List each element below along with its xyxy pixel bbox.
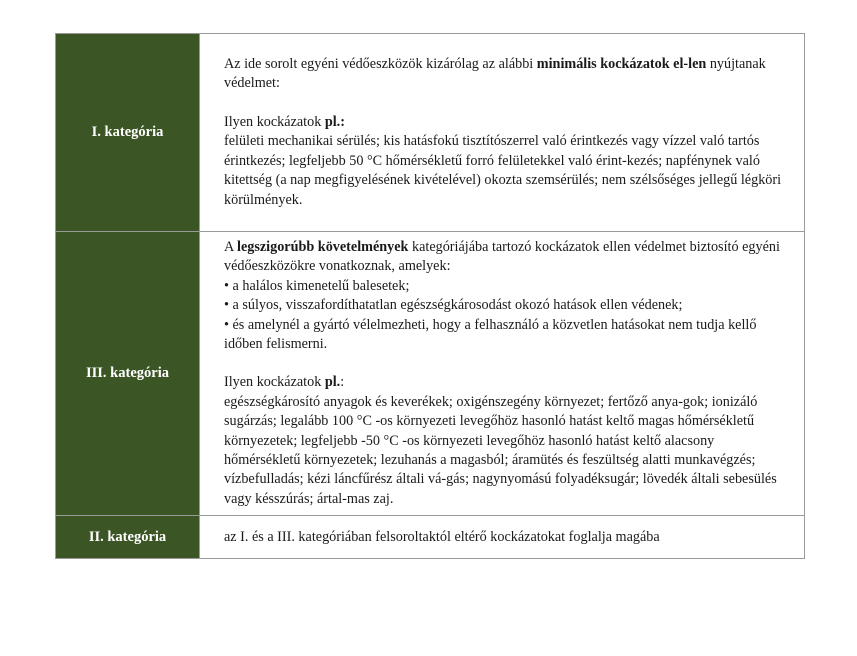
bullet-item: • a súlyos, visszafordíthatatlan egészségkárosodást okozó hatások ellen védenek; [224, 297, 683, 314]
category-description: az I. és a III. kategóriában felsoroltaktól eltérő kockázatokat foglalja magába [200, 516, 805, 559]
category-description [200, 232, 805, 516]
category-label: II. kategória [56, 516, 200, 559]
bullet-item: • a halálos kimenetelű balesetek; [224, 277, 410, 294]
intro-paragraph [224, 238, 790, 277]
intro-emphasis: legszigorúbb követelmények [237, 239, 409, 255]
table-row-category-3 [56, 232, 805, 516]
examples-colon: : [340, 374, 345, 391]
intro-text-end: kategóriájába tartozó kockázatok ellen védelmet biztosító egyéni védőeszközökre vonatkoznak, amelyek: [224, 239, 780, 275]
category-label: III. kategória [56, 232, 200, 516]
risk-category-table [55, 33, 805, 559]
examples-text: felületi mechanikai sérülés; kis hatásfokú tisztítószerrel való érintkezés vagy vízzel való tartós érintkezés; legfeljebb 50 °C hőmérsékletű forró felületekkel való érint-kezés; napfénynek való kitettség (a nap megfigyelésének kivételével) okozta szemsérülés; nem szélsőséges jellegű légköri körülmények. [224, 133, 782, 208]
intro-text-end: nyújtanak védelmet: [224, 56, 766, 92]
table-row-category-2 [56, 516, 805, 559]
category-label: I. kategória [56, 34, 200, 232]
bullet-item: • és amelynél a gyártó vélelmezheti, hogy a felhasználó a közvetlen hatásokat nem tudja kellő időben felismerni. [224, 316, 757, 353]
examples-label: Ilyen kockázatok [224, 113, 325, 130]
intro-text: Az ide sorolt egyéni védőeszközök kizárólag az alábbi [224, 56, 537, 73]
examples-heading [224, 373, 790, 392]
examples-label: Ilyen kockázatok [224, 374, 325, 391]
examples-label-bold: pl.: [324, 113, 345, 130]
intro-text: A [224, 239, 238, 255]
examples-label-bold: pl. [324, 374, 341, 391]
examples-heading [224, 113, 790, 132]
intro-paragraph [224, 55, 790, 94]
examples-text: egészségkárosító anyagok és keverékek; oxigénszegény környezet; fertőző anya-gok; ionizáló sugárzás; legalább 100 °C -os környezeti levegőhöz hasonló hatást keltő magas hőmérsékletű környezetek; legfeljebb -50 °C -os környezeti levegőhöz hasonló hatást keltő alacsony hőmérsékletű környezetek; lezuhanás a magasból; áramütés és feszültség alatti munkavégzés; vízbefulladás; kézi láncfűrész általi vá-gás; nagynyomású folyadéksugár; lövedék általi sebesülés vagy késszúrás; ártal-mas zaj. [224, 393, 777, 507]
table-row-category-1 [56, 34, 805, 232]
intro-emphasis: minimális kockázatok el-len [536, 56, 707, 73]
category-description [200, 34, 805, 232]
